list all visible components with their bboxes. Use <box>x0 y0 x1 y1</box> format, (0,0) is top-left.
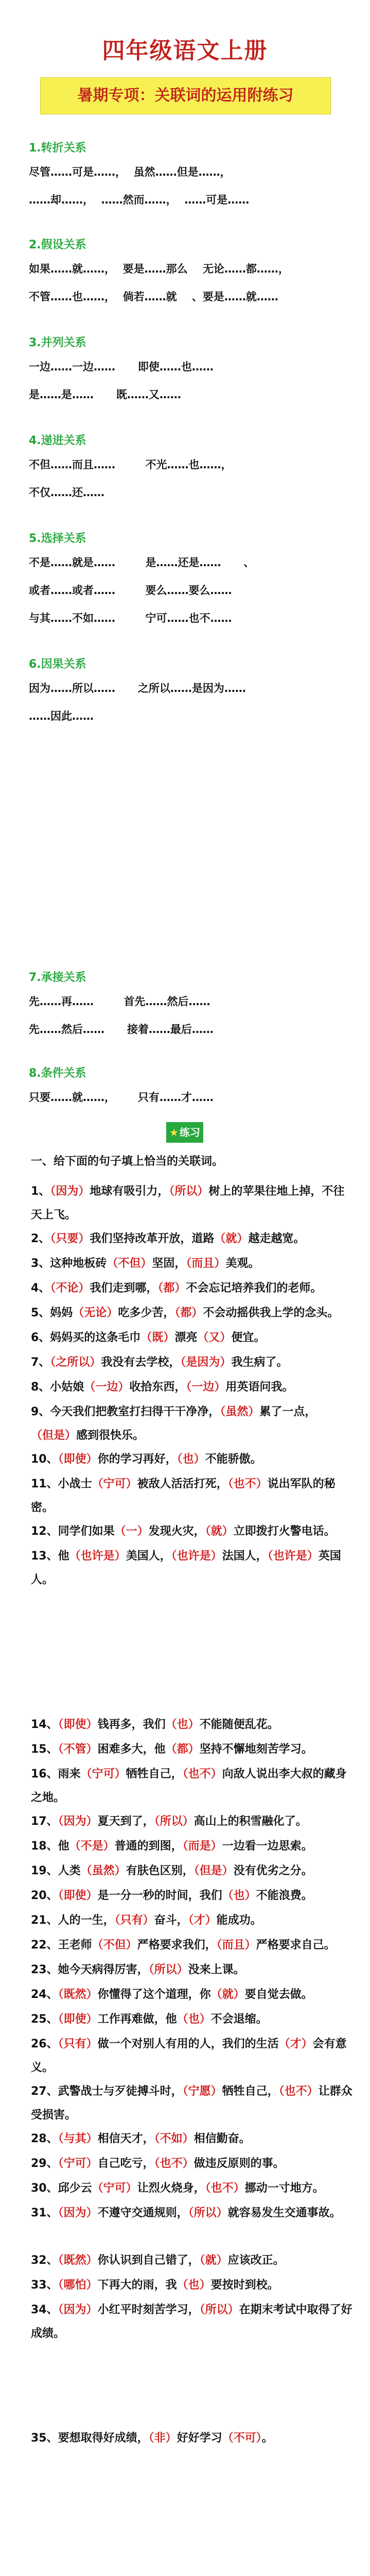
answer-text: （宁愿） <box>182 2085 222 2098</box>
question-text: 相信勤奋。 <box>193 2132 251 2145</box>
question-text: 你的学习再好， <box>97 1453 177 1466</box>
question-text: 美观。 <box>225 1257 260 1270</box>
question-text: 被敌人活活打死， <box>137 1478 228 1490</box>
answer-text: （也不） <box>227 1478 268 1490</box>
section-title: 7.承接关系 <box>29 971 86 984</box>
question-text: 能成功。 <box>216 1914 262 1927</box>
question-text: 我没有去学校， <box>101 1356 181 1369</box>
question-item <box>31 1400 355 1448</box>
question-text: 你认识到自己错了， <box>97 2254 200 2267</box>
question-text: 不会退缩。 <box>210 2013 268 2026</box>
question-item <box>31 2080 355 2127</box>
section-line: 与其……不如…… 宁可……也不…… <box>29 612 232 624</box>
answer-text: （因为） <box>58 2303 98 2316</box>
question-text: 让群众受损害。 <box>31 2085 353 2122</box>
question-text: 不会动摇供我上学的念头。 <box>203 1307 339 1319</box>
question-text: 钱再多，我们 <box>97 1718 166 1731</box>
question-item <box>31 1545 355 1592</box>
question-text: 21、人的一生， <box>31 1914 115 1927</box>
section-line: 先……再…… 首先……然后…… <box>29 995 210 1008</box>
question-text: 13、他 <box>31 1550 69 1563</box>
question-text: 普通的到图， <box>114 1840 183 1853</box>
section-line: 不但……而且…… 不光……也……， <box>29 459 232 471</box>
question-text: 发现火灾， <box>148 1525 205 1538</box>
question-text: 6、妈妈买的这条毛巾 <box>31 1331 141 1344</box>
subtitle-banner: 暑期专项：关联词的运用附练习 <box>40 77 331 114</box>
question-text: 好好学习 <box>177 2432 222 2445</box>
question-text: 我们走到哪， <box>90 1282 158 1295</box>
question-text: 就容易发生交通事故。 <box>227 2207 341 2219</box>
question-text: 你懂得了这个道理，你 <box>97 1988 211 2001</box>
answer-text: （宁可） <box>58 2157 98 2170</box>
question-text: 牺牲自己， <box>126 1768 183 1781</box>
answer-text: （既） <box>140 1331 175 1344</box>
section-title: 2.假设关系 <box>29 239 86 251</box>
answer-text: （也不） <box>154 2157 194 2170</box>
question-text: 有肤色区别， <box>126 1865 194 1877</box>
section-line: 因为……所以…… 之所以……是因为…… <box>29 682 246 694</box>
answer-text: （非） <box>148 2432 177 2445</box>
question-text: 英国人。 <box>31 1550 341 1586</box>
question-text: 美国人， <box>126 1550 171 1563</box>
answer-text: （即使） <box>58 2013 98 2026</box>
question-text: 10、 <box>31 1453 58 1466</box>
question-text: 树上的苹果往地上掉，不往天上飞。 <box>31 1185 345 1222</box>
question-text: 4、 <box>31 1282 50 1295</box>
question-item <box>31 2177 355 2200</box>
question-text: 收拾东西， <box>129 1381 186 1394</box>
section-line: 尽管……可是……， 虽然……但是……， <box>29 166 231 178</box>
question-text: 牺牲自己， <box>222 2085 279 2098</box>
question-text: 我生病了。 <box>231 1356 288 1369</box>
question-item <box>31 2127 355 2151</box>
answer-text: （也许是） <box>69 1550 126 1563</box>
question-text: 严格要求我们， <box>137 1939 217 1952</box>
section-line: 只要……就……， 只有……才…… <box>29 1091 214 1104</box>
answer-text: （就） <box>214 1232 249 1245</box>
section-line: ……却……， ……然而……， ……可是…… <box>29 194 250 206</box>
question-text: 8、小姑娘 <box>31 1381 84 1394</box>
question-text: 17、 <box>31 1815 58 1828</box>
answer-text: （因为） <box>58 1815 98 1828</box>
question-text: 3、这种地板砖 <box>31 1257 107 1270</box>
answer-text: （都） <box>174 1307 203 1319</box>
answer-text: （就） <box>199 2254 228 2267</box>
question-text: 9、今天我们把教室打扫得干干净净， <box>31 1405 220 1418</box>
question-text: 20、 <box>31 1889 58 1902</box>
question-text: 要按时到校。 <box>210 2279 279 2292</box>
question-item <box>31 1180 355 1227</box>
answer-text: （与其） <box>58 2132 98 2145</box>
question-text: 奋斗， <box>154 1914 188 1927</box>
question-text: 31、 <box>31 2207 58 2219</box>
section-line: 不是……就是…… 是……还是…… 、 <box>29 556 255 569</box>
answer-text: （所以） <box>188 2207 228 2219</box>
section-line: ……因此…… <box>29 710 94 722</box>
question-text: 向敌人说出李大叔的藏身之地。 <box>31 1768 347 1804</box>
question-item <box>31 1859 355 1883</box>
question-text: 没来上课。 <box>188 1963 245 1976</box>
question-text: 16、雨来 <box>31 1768 81 1781</box>
question-item <box>31 1252 355 1276</box>
question-text: 2、 <box>31 1232 50 1245</box>
question-text: 不会忘记培养我们的老师。 <box>186 1282 322 1295</box>
question-text: 坚持不懈地刻苦学习。 <box>199 1743 313 1756</box>
question-item <box>31 2274 355 2297</box>
question-item <box>31 2298 355 2346</box>
answer-text: （都） <box>157 1282 186 1295</box>
exercise-intro: 一、给下面的句子填上恰当的关联词。 <box>31 1155 224 1168</box>
section-line: 是……是…… 既……又…… <box>29 388 181 401</box>
question-item <box>31 1983 355 2007</box>
question-text: 漂亮 <box>174 1331 198 1344</box>
question-item <box>31 1810 355 1834</box>
section-line: 先……然后…… 接着……最后…… <box>29 1023 214 1036</box>
question-text: 困难多大，他 <box>97 1743 166 1756</box>
answer-text: （所以） <box>169 1185 209 1198</box>
question-text: 会有意义。 <box>31 2038 347 2074</box>
question-text: 高山上的积雪融化了。 <box>193 1815 307 1828</box>
answer-text: （即使） <box>58 1889 98 1902</box>
question-text: 吃多少苦， <box>118 1307 175 1319</box>
question-text: 7、 <box>31 1356 50 1369</box>
question-text: 24、 <box>31 1988 58 2001</box>
question-text: 1、 <box>31 1185 50 1198</box>
answer-text: （不管） <box>58 1743 98 1756</box>
question-text: 下再大的雨，我 <box>97 2279 177 2292</box>
answer-text: （但是） <box>193 1865 234 1877</box>
star-icon: ★ <box>169 1126 179 1139</box>
answer-text: （即使） <box>58 1453 98 1466</box>
answer-text: （所以） <box>199 2303 239 2316</box>
question-item <box>31 1738 355 1761</box>
answer-text: （就） <box>205 1525 234 1538</box>
question-item <box>31 1301 355 1325</box>
question-item <box>31 2249 355 2273</box>
answer-text: （也许是） <box>267 1550 319 1563</box>
question-item <box>31 1472 355 1520</box>
question-text: 不能骄傲。 <box>205 1453 262 1466</box>
question-text: 不遵守交通规则， <box>97 2207 188 2219</box>
answer-text: （但是） <box>31 1429 77 1442</box>
answer-text: （也不） <box>205 2182 245 2195</box>
answer-text: （只有） <box>114 1914 154 1927</box>
answer-text: （而且） <box>186 1257 226 1270</box>
question-text: 不能浪费。 <box>256 1889 313 1902</box>
question-text: 19、人类 <box>31 1865 81 1877</box>
question-text: 做违反原则的事。 <box>193 2157 285 2170</box>
question-item <box>31 1762 355 1810</box>
answer-text: （所以） <box>148 1963 188 1976</box>
question-text: 28、 <box>31 2132 58 2145</box>
answer-text: （而是） <box>182 1840 222 1853</box>
answer-text: （所以） <box>154 1815 194 1828</box>
question-text: 自己吃亏， <box>97 2157 154 2170</box>
answer-text: （只要） <box>50 1232 90 1245</box>
question-item <box>31 1376 355 1399</box>
question-item <box>31 1835 355 1858</box>
question-text: 小红平时刻苦学习， <box>97 2303 200 2316</box>
answer-text: （虽然） <box>80 1865 126 1877</box>
question-item <box>31 1958 355 1982</box>
question-text: 相信天才， <box>97 2132 154 2145</box>
answer-text: （因为） <box>58 2207 98 2219</box>
section-title: 8.条件关系 <box>29 1067 86 1080</box>
question-text: 5、妈妈 <box>31 1307 73 1319</box>
question-text: 30、邱少云 <box>31 2182 92 2195</box>
answer-text: （才） <box>278 2038 313 2050</box>
question-item <box>31 2032 355 2080</box>
question-text: 挪动一寸地方。 <box>244 2182 324 2195</box>
question-item <box>31 1934 355 1957</box>
question-text: 35、要想取得好成绩， <box>31 2432 149 2445</box>
section-line: 或者……或者…… 要么……要么…… <box>29 584 232 597</box>
answer-text: （就） <box>210 1988 245 2001</box>
question-text: 应该改正。 <box>227 2254 285 2267</box>
question-item <box>31 1713 355 1737</box>
question-text: 夏天到了， <box>97 1815 154 1828</box>
answer-text: （一边） <box>84 1381 130 1394</box>
question-item <box>31 1351 355 1375</box>
question-text: 27、武警战士与歹徒搏斗时， <box>31 2085 183 2098</box>
question-item <box>31 1520 355 1544</box>
answer-text: （只有） <box>58 2038 98 2050</box>
practice-badge <box>166 1122 203 1143</box>
question-item <box>31 2427 355 2450</box>
section-title: 5.选择关系 <box>29 532 86 545</box>
question-text: 累了一点， <box>259 1405 316 1418</box>
question-text: 坚固， <box>152 1257 186 1270</box>
answer-text: （是因为） <box>180 1356 232 1369</box>
answer-text: （不但） <box>92 1939 137 1952</box>
answer-text: （宁可） <box>92 1478 137 1490</box>
practice-badge-label: 练习 <box>179 1126 200 1139</box>
answer-text: （宁可） <box>92 2182 137 2195</box>
answer-text: （不但） <box>107 1257 152 1270</box>
answer-text: （哪怕） <box>58 2279 98 2292</box>
answer-text: （也） <box>222 1889 256 1902</box>
question-item <box>31 1277 355 1300</box>
question-text: 让烈火烧身， <box>137 2182 205 2195</box>
answer-text: （都） <box>165 1743 200 1756</box>
answer-text: （而且） <box>216 1939 256 1952</box>
answer-text: （不论） <box>50 1282 90 1295</box>
answer-text: （虽然） <box>220 1405 260 1418</box>
question-text: 一边看一边思索。 <box>222 1840 313 1853</box>
answer-text: （不是） <box>69 1840 115 1853</box>
answer-text: （不可） <box>222 2432 262 2445</box>
answer-text: （无论） <box>73 1307 118 1319</box>
answer-text: （之所以） <box>50 1356 101 1369</box>
section-line: 不管……也……， 倘若……就 、要是……就…… <box>29 291 278 303</box>
question-text: 11、小战士 <box>31 1478 92 1490</box>
question-text: 在期末考试中取得了好成绩。 <box>31 2303 353 2340</box>
question-item <box>31 1326 355 1350</box>
question-item <box>31 1227 355 1251</box>
question-text: 34、 <box>31 2303 58 2316</box>
section-title: 1.转折关系 <box>29 142 86 155</box>
question-text: 26、 <box>31 2038 58 2050</box>
question-text: 我们坚持改革开放，道路 <box>90 1232 215 1245</box>
question-text: 说出军队的秘密。 <box>31 1478 336 1514</box>
answer-text: （一） <box>114 1525 149 1538</box>
question-item <box>31 2152 355 2176</box>
question-text: 立即拨打火警电话。 <box>233 1525 336 1538</box>
answer-text: （也） <box>177 2013 211 2026</box>
question-text: 是一分一秒的时间，我们 <box>97 1889 222 1902</box>
section-title: 6.因果关系 <box>29 658 86 671</box>
question-text: 25、 <box>31 2013 58 2026</box>
question-text: 不能随便乱花。 <box>199 1718 279 1731</box>
page-title: 四年级语文上册 <box>102 38 268 64</box>
question-text: 没有优劣之分。 <box>233 1865 313 1877</box>
question-text: 便宜。 <box>231 1331 266 1344</box>
answer-text: （也） <box>165 1718 200 1731</box>
section-title: 4.递进关系 <box>29 434 86 447</box>
question-text: 做一个对别人有用的人，我们的生活 <box>97 2038 279 2050</box>
answer-text: （也不） <box>278 2085 319 2098</box>
answer-text: （也许是） <box>171 1550 222 1563</box>
question-text: 感到很快乐。 <box>76 1429 145 1442</box>
answer-text: （才） <box>188 1914 217 1927</box>
question-text: 15、 <box>31 1743 58 1756</box>
question-text: 地球有吸引力， <box>90 1185 169 1198</box>
question-text: 29、 <box>31 2157 58 2170</box>
section-line: 不仅……还…… <box>29 486 104 499</box>
question-item <box>31 1909 355 1933</box>
question-item <box>31 1448 355 1471</box>
answer-text: （既然） <box>58 1988 98 2001</box>
question-text: 22、王老师 <box>31 1939 92 1952</box>
answer-text: （又） <box>197 1331 232 1344</box>
question-text: 23、她今天病得厉害， <box>31 1963 149 1976</box>
section-line: 如果……就……， 要是……那么 无论……都……， <box>29 263 289 275</box>
answer-text: （也不） <box>182 1768 222 1781</box>
answer-text: （宁可） <box>80 1768 126 1781</box>
question-text: 法国人， <box>222 1550 268 1563</box>
question-text: 32、 <box>31 2254 58 2267</box>
question-text: 用英语问我。 <box>225 1381 294 1394</box>
question-item <box>31 2201 355 2225</box>
question-text: 越走越宽。 <box>248 1232 305 1245</box>
question-text: 工作再难做，他 <box>97 2013 177 2026</box>
question-text: 。 <box>261 2432 273 2445</box>
answer-text: （因为） <box>50 1185 90 1198</box>
section-line: 一边……一边…… 即使……也…… <box>29 361 214 373</box>
answer-text: （不如） <box>154 2132 194 2145</box>
question-text: 18、他 <box>31 1840 69 1853</box>
question-text: 14、 <box>31 1718 58 1731</box>
answer-text: （也） <box>177 2279 211 2292</box>
question-text: 严格要求自己。 <box>256 1939 336 1952</box>
question-text: 要自觉去做。 <box>244 1988 313 2001</box>
question-text: 12、同学们如果 <box>31 1525 115 1538</box>
question-item <box>31 1884 355 1908</box>
answer-text: （也） <box>177 1453 205 1466</box>
question-text: 33、 <box>31 2279 58 2292</box>
answer-text: （既然） <box>58 2254 98 2267</box>
section-title: 3.并列关系 <box>29 336 86 349</box>
answer-text: （即使） <box>58 1718 98 1731</box>
answer-text: （一边） <box>186 1381 226 1394</box>
question-item <box>31 2008 355 2031</box>
